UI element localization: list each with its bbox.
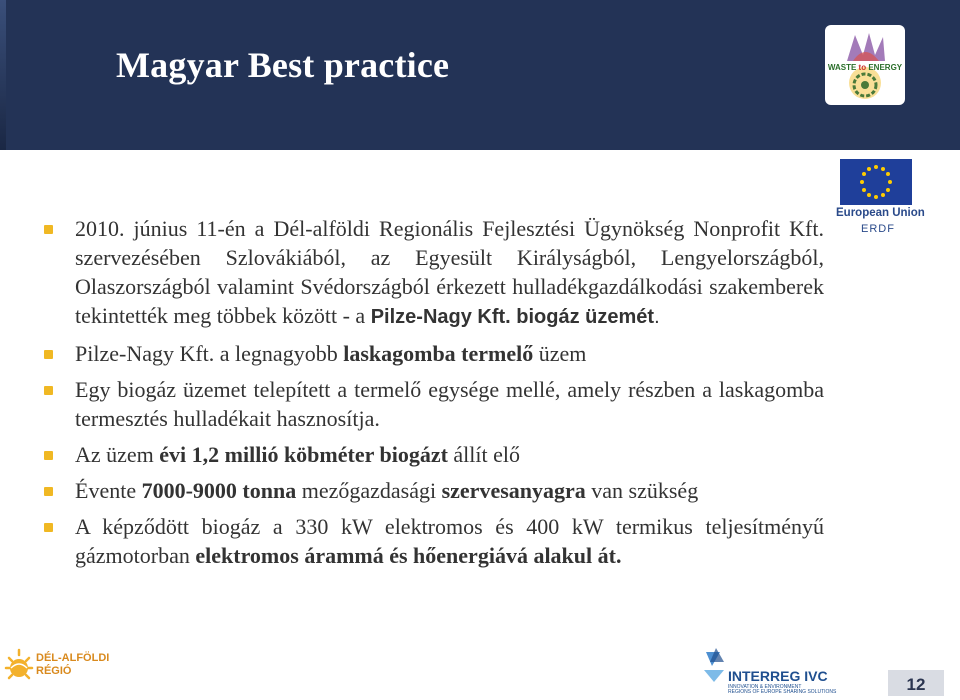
- bullet-item: Pilze-Nagy Kft. a legnagyobb laskagomba termelő üzem: [44, 339, 824, 368]
- bullet-list: [44, 214, 824, 577]
- eu-flag-icon: [840, 159, 912, 205]
- del-alfoldi-regio-logo: [0, 640, 120, 696]
- bullet-item: A képződött biogáz a 330 kW elektromos és 400 kW termikus teljesítményű gázmotorban elektromos árammá és hőenergiává alakul át.: [44, 512, 824, 570]
- bullet-item: 2010. június 11-én a Dél-alföldi Regionális Fejlesztési Ügynökség Nonprofit Kft. szervezésében Szlovákiából, az Egyesült Királyságból, Lengyelországból, Olaszországból valamint Svédországból érkezett hulladékgazdálkodási szakemberek tekintették meg többek között - a Pilze-Nagy Kft. biogáz üzemét.: [44, 214, 824, 332]
- sun-icon: [2, 646, 36, 686]
- bullet-marker-icon: [44, 487, 53, 496]
- waste-to-energy-wordmark: WASTE to ENERGY: [827, 63, 903, 72]
- bullet-marker-icon: [44, 386, 53, 395]
- interreg-name: INTERREG IVC: [728, 668, 828, 684]
- interreg-tagline: INNOVATION & ENVIRONMENT REGIONS OF EUROPE SHARING SOLUTIONS: [728, 684, 837, 695]
- waste-to-energy-logo: [825, 25, 905, 105]
- interreg-logo: [700, 640, 840, 696]
- eu-name: European Union: [836, 207, 925, 219]
- bullet-marker-icon: [44, 523, 53, 532]
- bullet-item: Az üzem évi 1,2 millió köbméter biogázt állít elő: [44, 440, 824, 469]
- slide-title: Magyar Best practice: [116, 45, 450, 85]
- regio-wordmark: DÉL-ALFÖLDI RÉGIÓ: [36, 652, 110, 677]
- bullet-marker-icon: [44, 225, 53, 234]
- page-number: 12: [888, 670, 944, 696]
- bullet-marker-icon: [44, 350, 53, 359]
- header-band: [0, 0, 960, 150]
- bullet-item: Egy biogáz üzemet telepített a termelő egysége mellé, amely részben a laskagomba termesztés hulladékait hasznosítja.: [44, 375, 824, 433]
- bullet-marker-icon: [44, 451, 53, 460]
- eu-fund: ERDF: [861, 223, 895, 235]
- bullet-item: Évente 7000-9000 tonna mezőgazdasági szervesanyagra van szükség: [44, 476, 824, 505]
